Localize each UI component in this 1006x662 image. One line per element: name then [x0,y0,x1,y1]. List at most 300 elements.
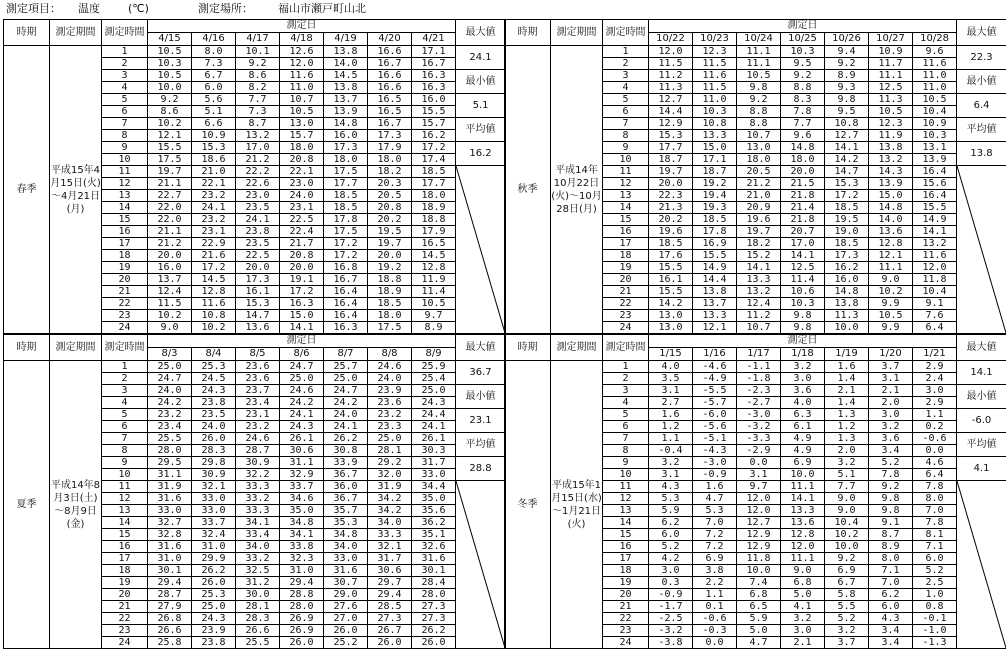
value-cell: 18.5 [693,214,737,226]
value-cell: 31.0 [192,541,236,553]
value-cell: 14.1 [280,322,324,334]
hour-cell: 10 [603,469,649,481]
value-cell: 12.0 [737,505,781,517]
value-cell: 4.3 [869,613,913,625]
value-cell: 17.2 [280,286,324,298]
value-cell: 18.0 [781,154,825,166]
value-cell: 17.0 [781,238,825,250]
value-cell: 7.0 [693,517,737,529]
value-cell: 12.5 [781,262,825,274]
value-cell: 17.3 [368,130,412,142]
value-cell: 0.2 [913,421,957,433]
hour-cell: 21 [102,601,148,613]
value-cell: 24.7 [148,373,192,385]
value-cell: 17.2 [324,238,368,250]
value-cell: 9.9 [869,298,913,310]
value-cell: 24.1 [412,421,456,433]
date-group-header: 測定日 [148,335,456,348]
value-cell: 8.0 [192,46,236,58]
value-cell: 17.5 [368,322,412,334]
value-cell: 10.3 [148,58,192,70]
hour-cell: 2 [603,373,649,385]
hour-cell: 5 [603,409,649,421]
value-cell: 11.4 [781,274,825,286]
date-header: 10/23 [693,33,737,46]
value-cell: 26.0 [412,637,456,649]
value-cell: 23.9 [192,625,236,637]
value-cell: 30.8 [324,445,368,457]
value-cell: 23.2 [368,409,412,421]
value-cell: 26.9 [280,613,324,625]
value-cell: 11.6 [913,58,957,70]
value-cell: 29.4 [148,577,192,589]
value-cell: 26.2 [192,565,236,577]
value-cell: 25.2 [324,637,368,649]
value-cell: 13.8 [324,82,368,94]
value-cell: 26.9 [280,625,324,637]
date-header: 8/3 [148,348,192,361]
value-cell: 30.7 [324,577,368,589]
value-cell: 16.3 [412,82,456,94]
value-cell: 16.3 [324,322,368,334]
value-cell: 31.6 [324,565,368,577]
range-column-header: 測定期間 [50,335,102,361]
value-cell: 20.5 [737,166,781,178]
value-cell: 14.1 [781,250,825,262]
value-cell: 28.1 [236,601,280,613]
value-cell: 15.5 [148,142,192,154]
value-cell: 18.5 [324,190,368,202]
value-cell: 1.3 [825,409,869,421]
value-cell: 5.3 [693,505,737,517]
value-cell: 19.3 [693,202,737,214]
date-header: 1/15 [649,348,693,361]
value-cell: 21.2 [236,154,280,166]
value-cell: 15.5 [412,106,456,118]
table-row [4,46,506,58]
value-cell: -5.5 [693,385,737,397]
value-cell: -3.8 [649,637,693,649]
value-cell: 6.0 [649,529,693,541]
value-cell: 16.1 [236,286,280,298]
value-cell: 33.9 [324,457,368,469]
value-cell: 21.8 [781,190,825,202]
value-cell: 29.8 [192,457,236,469]
value-cell: 12.0 [737,493,781,505]
value-cell: 28.0 [280,601,324,613]
value-cell: 10.9 [913,118,957,130]
date-group-header: 測定日 [148,20,456,33]
hour-cell: 17 [102,553,148,565]
date-header: 10/25 [781,33,825,46]
date-header: 4/18 [280,33,324,46]
value-cell: 23.4 [148,421,192,433]
value-cell: 31.6 [148,541,192,553]
value-cell: 19.0 [825,226,869,238]
value-cell: 32.3 [280,553,324,565]
value-cell: 10.5 [869,106,913,118]
value-cell: 14.9 [693,262,737,274]
item-value: 温度 [78,2,100,15]
value-cell: 15.3 [825,178,869,190]
hour-cell: 5 [102,409,148,421]
value-cell: 25.0 [148,361,192,373]
value-cell: 17.4 [412,154,456,166]
value-cell: 9.2 [869,481,913,493]
value-cell: 23.1 [236,409,280,421]
value-cell: 16.8 [324,262,368,274]
data-table [3,334,506,649]
value-cell: 6.9 [825,565,869,577]
value-cell: 17.8 [324,214,368,226]
value-cell: 22.7 [148,190,192,202]
value-cell: 34.8 [280,517,324,529]
value-cell: 10.2 [148,118,192,130]
value-cell: 2.1 [825,385,869,397]
value-cell: 8.9 [869,541,913,553]
value-cell: 30.0 [236,589,280,601]
value-cell: 18.0 [412,190,456,202]
hour-cell: 14 [102,517,148,529]
item-label: 測定項目： [6,2,61,15]
value-cell: 0.3 [649,577,693,589]
value-cell: 14.7 [825,166,869,178]
value-cell: 4.6 [913,457,957,469]
value-cell: 1.4 [825,373,869,385]
value-cell: 9.8 [825,94,869,106]
value-cell: 18.5 [324,202,368,214]
value-cell: 23.6 [236,361,280,373]
hour-cell: 22 [102,298,148,310]
hour-cell: 15 [102,214,148,226]
value-cell: -0.9 [649,589,693,601]
value-cell: 6.5 [737,601,781,613]
value-cell: 25.0 [412,385,456,397]
hour-cell: 1 [102,361,148,373]
value-cell: 26.1 [280,433,324,445]
value-cell: 17.9 [412,226,456,238]
hour-cell: 16 [102,541,148,553]
value-cell: 23.8 [192,397,236,409]
hour-cell: 8 [102,130,148,142]
range-column-header: 測定期間 [551,335,603,361]
value-cell: 14.1 [737,262,781,274]
data-table [3,19,506,334]
value-cell: 35.6 [412,505,456,517]
value-cell: 6.4 [913,469,957,481]
hour-cell: 1 [102,46,148,58]
value-cell: 16.3 [412,70,456,82]
value-cell: -0.3 [693,625,737,637]
hour-cell: 24 [102,322,148,334]
value-cell: 25.4 [412,373,456,385]
value-cell: 29.4 [280,577,324,589]
value-cell: 5.2 [913,565,957,577]
value-cell: 5.6 [192,94,236,106]
value-cell: 33.2 [236,493,280,505]
hour-cell: 8 [603,445,649,457]
value-cell: 12.1 [693,322,737,334]
value-cell: 13.2 [737,286,781,298]
value-cell: 24.1 [192,202,236,214]
value-cell: 31.7 [368,553,412,565]
value-cell: 24.0 [148,385,192,397]
hour-cell: 12 [102,493,148,505]
value-cell: 6.2 [869,589,913,601]
value-cell: 17.0 [236,142,280,154]
value-cell: -4.9 [693,373,737,385]
value-cell: 5.1 [825,469,869,481]
value-cell: 20.2 [368,214,412,226]
value-cell: 10.5 [148,70,192,82]
value-cell: 12.8 [781,529,825,541]
value-cell: 17.5 [324,166,368,178]
value-cell: 9.3 [825,82,869,94]
value-cell: 23.7 [236,385,280,397]
value-cell: 8.7 [869,529,913,541]
value-cell: 36.7 [324,493,368,505]
value-cell: 10.0 [825,322,869,334]
value-cell: 13.8 [869,142,913,154]
value-cell: 9.9 [869,322,913,334]
value-cell: 12.7 [649,94,693,106]
hour-cell: 18 [603,565,649,577]
value-cell: 13.3 [781,505,825,517]
value-cell: 18.7 [693,166,737,178]
table-row [505,361,1006,373]
measurement-period: 平成15年1月15日(水)～1月21日(火) [551,361,603,649]
min-header: 最小値 [456,70,506,94]
date-header: 1/16 [693,348,737,361]
value-cell: 18.7 [649,154,693,166]
value-cell: 2.1 [781,637,825,649]
date-header: 10/22 [649,33,693,46]
value-cell: 13.8 [825,298,869,310]
value-cell: 1.2 [825,421,869,433]
date-header: 4/21 [412,33,456,46]
season-label: 冬季 [505,361,551,649]
value-cell: 9.6 [913,46,957,58]
value-cell: 21.1 [148,226,192,238]
value-cell: 13.6 [236,322,280,334]
value-cell: 23.2 [192,190,236,202]
value-cell: 36.7 [324,469,368,481]
value-cell: 11.1 [781,481,825,493]
value-cell: 3.0 [781,625,825,637]
date-header: 4/16 [192,33,236,46]
value-cell: 10.3 [781,298,825,310]
value-cell: 0.1 [693,601,737,613]
value-cell: 9.7 [737,481,781,493]
value-cell: 3.2 [781,361,825,373]
value-cell: 25.0 [192,601,236,613]
hour-cell: 17 [603,238,649,250]
value-cell: 11.5 [693,82,737,94]
value-cell: 19.7 [649,166,693,178]
hour-cell: 8 [603,130,649,142]
value-cell: 3.2 [649,457,693,469]
range-column-header: 測定期間 [50,20,102,46]
avg-header: 平均値 [957,118,1006,142]
value-cell: 32.8 [148,529,192,541]
value-cell: 31.9 [368,481,412,493]
value-cell: 21.0 [192,166,236,178]
hour-cell: 19 [102,262,148,274]
value-cell: 18.0 [280,142,324,154]
value-cell: -1.1 [737,361,781,373]
value-cell: 29.4 [368,589,412,601]
value-cell: 23.0 [280,178,324,190]
value-cell: 7.8 [913,517,957,529]
value-cell: 3.6 [781,385,825,397]
value-cell: 31.1 [148,469,192,481]
value-cell: 9.0 [825,505,869,517]
min-header: 最小値 [957,70,1006,94]
value-cell: 17.2 [192,262,236,274]
value-cell: 17.7 [324,178,368,190]
hour-cell: 15 [603,214,649,226]
value-cell: 3.8 [693,565,737,577]
max-value: 24.1 [456,46,506,70]
value-cell: 31.0 [148,553,192,565]
value-cell: 23.1 [280,202,324,214]
value-cell: 3.4 [869,445,913,457]
value-cell: 1.0 [913,589,957,601]
value-cell: 19.4 [693,190,737,202]
value-cell: 13.3 [693,310,737,322]
value-cell: 7.0 [913,505,957,517]
value-cell: 27.3 [368,613,412,625]
value-cell: 3.7 [869,361,913,373]
value-cell: 16.7 [368,118,412,130]
value-cell: 17.1 [693,154,737,166]
value-cell: 11.9 [869,130,913,142]
value-cell: 16.6 [368,46,412,58]
value-cell: -3.2 [737,421,781,433]
value-cell: -3.0 [693,457,737,469]
date-header: 8/6 [280,348,324,361]
value-cell: 25.8 [148,637,192,649]
value-cell: 26.0 [368,637,412,649]
value-cell: 23.9 [368,385,412,397]
value-cell: 14.1 [913,226,957,238]
value-cell: 16.7 [412,58,456,70]
value-cell: 34.0 [236,541,280,553]
value-cell: 5.1 [192,106,236,118]
period-column-header: 時期 [505,20,551,46]
value-cell: 15.7 [280,130,324,142]
value-cell: 7.8 [913,481,957,493]
hour-cell: 2 [102,58,148,70]
value-cell: 26.8 [148,613,192,625]
hour-cell: 2 [102,373,148,385]
value-cell: -4.3 [693,445,737,457]
value-cell: 12.8 [412,262,456,274]
value-cell: 10.0 [825,541,869,553]
value-cell: 23.2 [148,409,192,421]
value-cell: 15.3 [236,298,280,310]
data-table [504,334,1006,649]
value-cell: 9.8 [869,493,913,505]
value-cell: 13.6 [781,517,825,529]
hour-cell: 23 [102,310,148,322]
value-cell: 5.2 [825,613,869,625]
value-cell: 17.1 [412,46,456,58]
value-cell: 9.5 [781,58,825,70]
value-cell: 18.0 [368,154,412,166]
value-cell: 16.5 [412,238,456,250]
value-cell: 15.0 [280,310,324,322]
value-cell: -1.3 [913,637,957,649]
value-cell: 18.5 [368,298,412,310]
hour-cell: 21 [102,286,148,298]
value-cell: -1.7 [649,601,693,613]
value-cell: 3.1 [649,469,693,481]
hour-cell: 12 [102,178,148,190]
value-cell: 9.0 [869,274,913,286]
value-cell: -0.4 [649,445,693,457]
value-cell: 33.4 [236,529,280,541]
value-cell: 26.0 [192,433,236,445]
value-cell: 14.7 [236,310,280,322]
value-cell: 10.9 [869,46,913,58]
value-cell: 25.3 [192,589,236,601]
value-cell: 1.4 [825,397,869,409]
value-cell: 33.0 [148,505,192,517]
value-cell: 32.5 [236,565,280,577]
value-cell: 20.0 [368,250,412,262]
value-cell: 20.0 [236,262,280,274]
value-cell: 11.1 [781,553,825,565]
date-header: 1/20 [869,348,913,361]
hour-cell: 9 [603,457,649,469]
value-cell: 32.9 [280,469,324,481]
value-cell: 11.1 [869,70,913,82]
value-cell: 16.0 [148,262,192,274]
value-cell: 26.0 [324,625,368,637]
value-cell: 13.9 [913,154,957,166]
value-cell: 10.8 [693,118,737,130]
value-cell: 13.0 [737,142,781,154]
value-cell: 29.2 [368,457,412,469]
value-cell: 33.0 [412,469,456,481]
value-cell: -3.0 [737,409,781,421]
unit-label: (℃) [128,2,149,15]
hour-cell: 19 [603,262,649,274]
value-cell: 10.0 [781,469,825,481]
value-cell: 17.5 [324,226,368,238]
value-cell: 31.6 [412,553,456,565]
value-cell: 3.2 [825,457,869,469]
value-cell: 11.1 [869,262,913,274]
hour-cell: 11 [102,166,148,178]
value-cell: 21.4 [781,202,825,214]
value-cell: 32.4 [192,529,236,541]
hour-cell: 19 [603,577,649,589]
value-cell: 30.9 [192,469,236,481]
diagonal-empty-cell [957,166,1006,334]
value-cell: 26.0 [280,637,324,649]
value-cell: 25.7 [324,361,368,373]
value-cell: 18.8 [412,214,456,226]
value-cell: 32.1 [368,541,412,553]
value-cell: 15.0 [693,142,737,154]
value-cell: 2.9 [913,397,957,409]
value-cell: 32.1 [192,481,236,493]
value-cell: 10.8 [825,118,869,130]
data-table [504,19,1006,334]
measurement-period: 平成15年4月15日(火)～4月21日(月) [50,46,102,334]
